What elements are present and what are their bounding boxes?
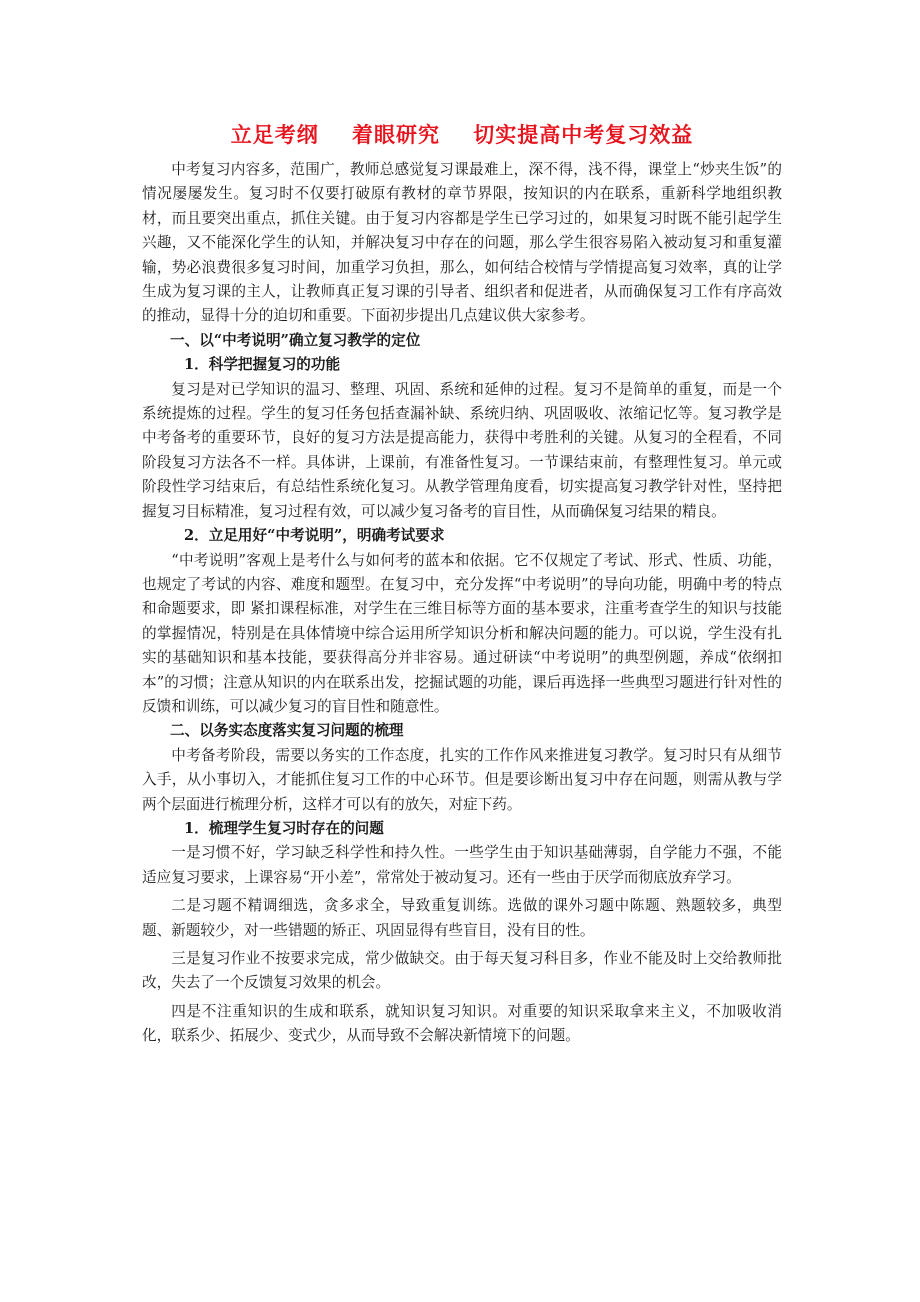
problem-2-paragraph: 二是习题不精调细选，贪多求全，导致重复训练。选做的课外习题中陈题、熟题较多，典型题、新题较少，对一些错题的矫正、巩固显得有些盲目，没有目的性。	[142, 897, 782, 939]
document-title: 立足考纲 着眼研究 切实提高中考复习效益	[230, 122, 694, 147]
section-1-2-paragraph: “中考说明”客观上是考什么与如何考的蓝本和依据。它不仅规定了考试、形式、性质、功能，也规定了考试的内容、难度和题型。在复习中，充分发挥“中考说明”的导向功能，明确中考的特点和命题要求，即 紧扣课程标准，对学生在三维目标等方面的基本要求，注重考查学生的知识与技能的掌握情况，特别是在具体情境中综合运用所学知识分析和解决问题的能力。可以说，学生没有扎实的基础知识和基本技能，要获得高分并非容易。通过研读“中考说明”的典型例题，养成“依纲扣本”的习惯；注意从知识的内在联系出发，挖掘试题的功能，课后再选择一些典型习题进行针对性的反馈和训练，可以减少复习的盲目性和随意性。	[142, 551, 782, 715]
section-2-1-heading: 1．梳理学生复习时存在的问题	[184, 819, 384, 837]
section-2-paragraph: 中考备考阶段，需要以务实的工作态度，扎实的工作作风来推进复习教学。复习时只有从细节入手，从小事切入，才能抓住复习工作的中心环节。但是要诊断出复习中存在问题，则需从教与学两个层面进行梳理分析，这样才可以有的放矢，对症下药。	[142, 746, 782, 813]
problem-3-paragraph: 三是复习作业不按要求完成，常少做缺交。由于每天复习科目多，作业不能及时上交给教师批改，失去了一个反馈复习效果的机会。	[142, 950, 782, 992]
section-1-1-paragraph: 复习是对已学知识的温习、整理、巩固、系统和延伸的过程。复习不是简单的重复，而是一个系统提炼的过程。学生的复习任务包括查漏补缺、系统归纳、巩固吸收、浓缩记忆等。复习教学是中考备考的重要环节，良好的复习方法是提高能力，获得中考胜利的关键。从复习的全程看，不同阶段复习方法各不一样。具体讲，上课前，有准备性复习。一节课结束前，有整理性复习。单元或阶段性学习结束后，有总结性系统化复习。从教学管理角度看，切实提高复习教学针对性，坚持把握复习目标精准，复习过程有效，可以减少复习备考的盲目性，从而确保复习结果的精良。	[142, 380, 782, 520]
section-1-1-heading: 1．科学把握复习的功能	[184, 356, 341, 374]
section-1-heading: 一、以“中考说明”确立复习教学的定位	[170, 331, 421, 349]
intro-paragraph: 中考复习内容多，范围广，教师总感觉复习课最难上，深不得，浅不得，课堂上“炒夹生饭”的情况屡屡发生。复习时不仅要打破原有教材的章节界限，按知识的内在联系，重新科学地组织教材，而且要突出重点，抓住关键。由于复习内容都是学生已学习过的，如果复习时既不能引起学生兴趣，又不能深化学生的认知，并解决复习中存在的问题，那么学生很容易陷入被动复习和重复灌输，势必浪费很多复习时间，加重学习负担，那么，如何结合校情与学情提高复习效率，真的让学生成为复习课的主人，让教师真正复习课的引导者、组织者和促进者，从而确保复习工作有序高效的推动，显得十分的迫切和重要。下面初步提出几点建议供大家参考。	[142, 161, 782, 325]
document-page	[142, 120, 782, 1049]
section-2-heading: 二、以务实态度落实复习问题的梳理	[170, 722, 404, 740]
section-1-2-heading: 2．立足用好“中考说明”，明确考试要求	[184, 527, 445, 545]
problem-1-paragraph: 一是习惯不好，学习缺乏科学性和持久性。一些学生由于知识基础薄弱，自学能力不强，不能适应复习要求，上课容易“开小差”，常常处于被动复习。还有一些由于厌学而彻底放弃学习。	[142, 844, 782, 886]
problem-4-paragraph: 四是不注重知识的生成和联系，就知识复习知识。对重要的知识采取拿来主义，不加吸收消化，联系少、拓展少、变式少，从而导致不会解决新情境下的问题。	[142, 1002, 782, 1045]
